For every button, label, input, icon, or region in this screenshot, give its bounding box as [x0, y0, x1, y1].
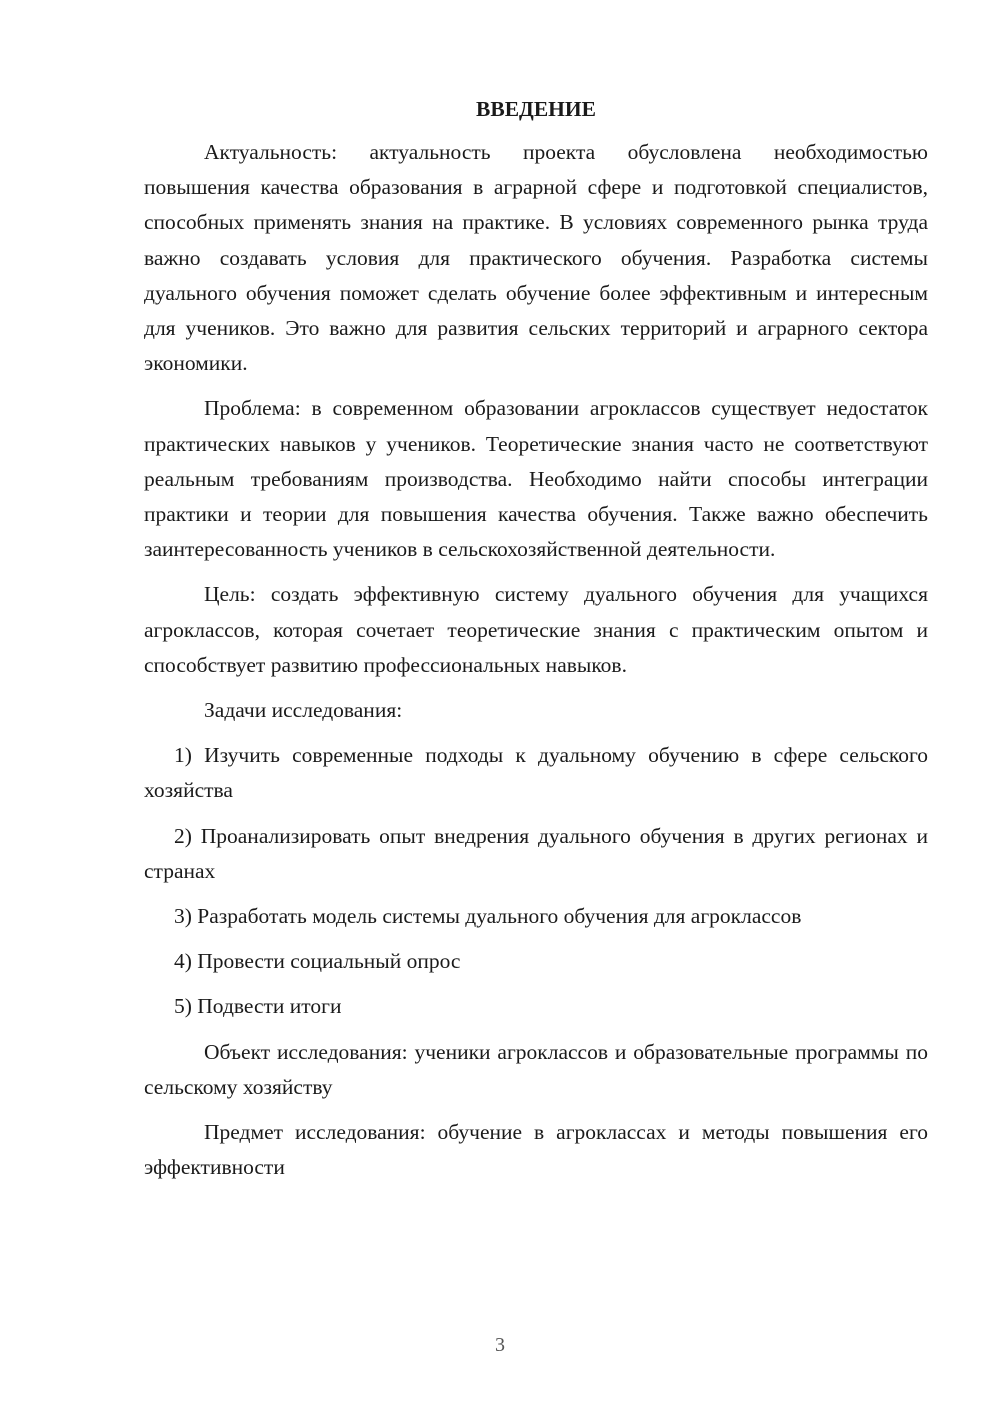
paragraph-problem: Проблема: в современном образовании агроклассов существует недостаток практических навыков у учеников. Теоретические знания часто не соответствуют реальным требованиям производства. Необходимо найти способы интеграции практики и теории для повышения качества обучения. Также важно обеспечить заинтересованность учеников в сельскохозяйственной деятельности. [144, 396, 928, 562]
paragraph-relevance: Актуальность: актуальность проекта обусловлена необходимостью повышения качества образования в аграрной сфере и подготовкой специалистов, способных применять знания на практике. В условиях современного рынка труда важно создавать условия для практического обучения. Разработка системы дуального обучения поможет сделать обучение более эффективным и интересным для учеников. Это важно для развития сельских территорий и аграрного сектора экономики. [144, 140, 928, 376]
tasks-title: Задачи исследования: [204, 698, 403, 723]
page-number: 3 [495, 1334, 505, 1356]
paragraph-goal: Цель: создать эффективную систему дуального обучения для учащихся агроклассов, которая сочетает теоретические знания с практическим опытом и способствует развитию профессиональных навыков. [144, 582, 928, 677]
paragraph-object: Объект исследования: ученики агроклассов и образовательные программы по сельскому хозяйству [144, 1039, 928, 1099]
paragraph-subject: Предмет исследования: обучение в агроклассах и методы повышения его эффективности [144, 1120, 928, 1180]
section-heading: ВВЕДЕНИЕ [476, 97, 596, 121]
task-item-1: 1) Изучить современные подходы к дуальному обучению в сфере сельского хозяйства [144, 743, 928, 803]
page-content [144, 92, 928, 1195]
task-item-3: 3) Разработать модель системы дуального обучения для агроклассов [174, 904, 802, 929]
task-item-5: 5) Подвести итоги [174, 994, 342, 1019]
task-item-2: 2) Проанализировать опыт внедрения дуального обучения в других регионах и странах [144, 823, 928, 883]
task-item-4: 4) Провести социальный опрос [174, 949, 461, 974]
